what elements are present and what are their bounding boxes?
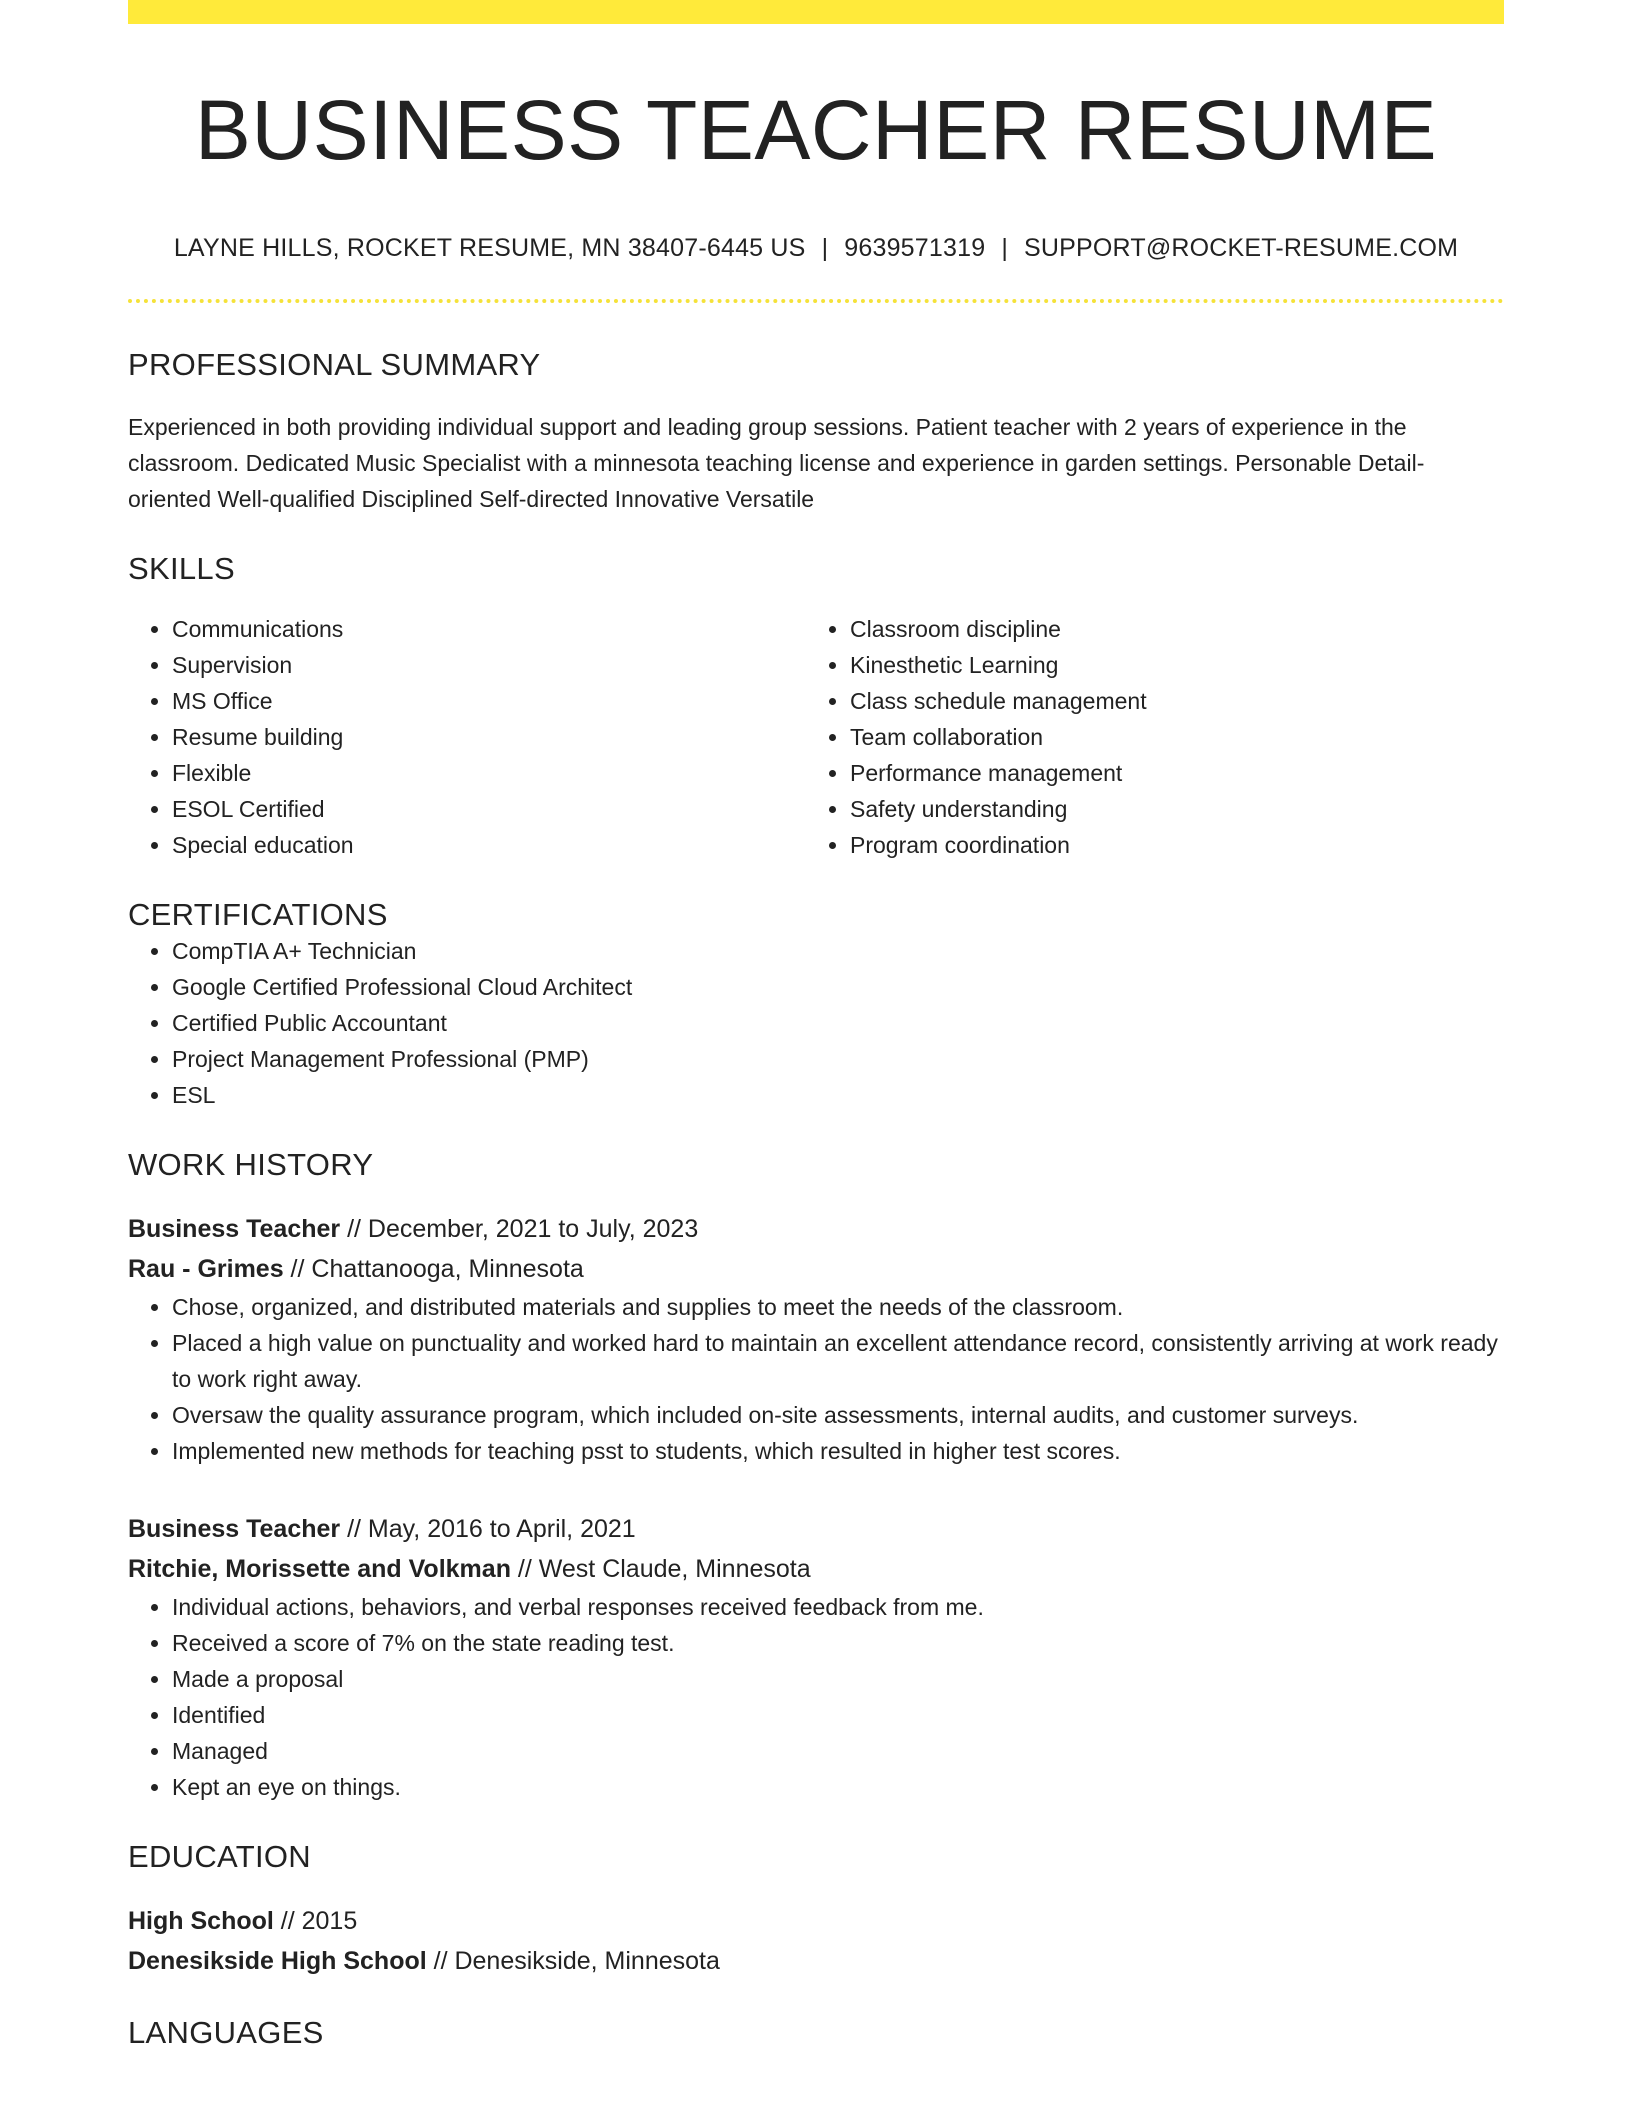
skill-item: • Kinesthetic Learning [850, 647, 1484, 683]
certifications-heading: CERTIFICATIONS [128, 897, 388, 933]
job-employer-line [128, 1549, 1504, 1589]
contact-phone: 9639571319 [844, 234, 986, 263]
skill-item: • Program coordination [850, 827, 1484, 863]
skill-item: • Supervision [172, 647, 806, 683]
skills-column-right [806, 611, 1484, 863]
contact-line [128, 234, 1504, 263]
job-employer-line [128, 1249, 1504, 1289]
job-duty: • Made a proposal [172, 1661, 1504, 1697]
job-duty: • Received a score of 7% on the state reading test. [172, 1625, 1504, 1661]
job-duty: • Identified [172, 1697, 1504, 1733]
certification-item: • CompTIA A+ Technician [172, 933, 1504, 969]
languages-heading: LANGUAGES [128, 2015, 324, 2051]
certification-item: • Project Management Professional (PMP) [172, 1041, 1504, 1077]
job-duty: • Individual actions, behaviors, and verbal responses received feedback from me. [172, 1589, 1504, 1625]
certification-item: • ESL [172, 1077, 1504, 1113]
dotted-divider [128, 299, 1504, 303]
skill-item: • MS Office [172, 683, 806, 719]
resume-page [128, 0, 1504, 2051]
work-history-heading: WORK HISTORY [128, 1147, 374, 1183]
job-employer: Ritchie, Morissette and Volkman [128, 1555, 511, 1584]
skill-item: • Performance management [850, 755, 1484, 791]
skill-item: • Team collaboration [850, 719, 1484, 755]
education-school-line [128, 1941, 1504, 1981]
job-entry [128, 1209, 1504, 1469]
education-degree: High School [128, 1907, 274, 1936]
skill-item: • Flexible [172, 755, 806, 791]
skill-item: • Resume building [172, 719, 806, 755]
job-duty: • Oversaw the quality assurance program, which included on-site assessments, internal audits, and customer surveys. [172, 1397, 1504, 1433]
education-location: // Denesikside, Minnesota [426, 1947, 720, 1976]
skills-heading: SKILLS [128, 551, 235, 587]
certifications-list [128, 933, 1504, 1113]
job-dates: // May, 2016 to April, 2021 [340, 1515, 636, 1544]
resume-title: BUSINESS TEACHER RESUME [194, 83, 1438, 177]
job-entry [128, 1509, 1504, 1805]
job-title-line [128, 1209, 1504, 1249]
job-employer: Rau - Grimes [128, 1255, 284, 1284]
skill-item: • Safety understanding [850, 791, 1484, 827]
contact-address: LAYNE HILLS, ROCKET RESUME, MN 38407-6445 US [173, 234, 806, 263]
contact-separator: | [821, 234, 829, 263]
skills-column-left [128, 611, 806, 863]
job-duty: • Kept an eye on things. [172, 1769, 1504, 1805]
job-location: // West Claude, Minnesota [510, 1555, 811, 1584]
job-duty: • Managed [172, 1733, 1504, 1769]
summary-heading: PROFESSIONAL SUMMARY [128, 347, 541, 383]
job-location: // Chattanooga, Minnesota [283, 1255, 584, 1284]
summary-text: Experienced in both providing individual support and leading group sessions. Patient teacher with 2 years of experience in the classroom. Dedicated Music Specialist with a minnesota teaching license and experience in garden settings. Personable Detail-oriented Well-qualified Disciplined Self-directed Innovative Versatile [128, 414, 1425, 513]
education-heading: EDUCATION [128, 1839, 311, 1875]
skills-list [128, 611, 1504, 863]
job-title: Business Teacher [128, 1215, 341, 1244]
job-duties [128, 1589, 1504, 1805]
education-year: // 2015 [273, 1907, 358, 1936]
skill-item: • Classroom discipline [850, 611, 1484, 647]
job-duties [128, 1289, 1504, 1469]
accent-bar [128, 0, 1504, 24]
certification-item: • Google Certified Professional Cloud Architect [172, 969, 1504, 1005]
job-duty: • Implemented new methods for teaching psst to students, which resulted in higher test scores. [172, 1433, 1504, 1469]
job-duty: • Placed a high value on punctuality and worked hard to maintain an excellent attendance record, consistently arriving at work ready to work right away. [172, 1325, 1504, 1397]
job-title-line [128, 1509, 1504, 1549]
job-title: Business Teacher [128, 1515, 341, 1544]
skill-item: • Communications [172, 611, 806, 647]
certification-item: • Certified Public Accountant [172, 1005, 1504, 1041]
education-school: Denesikside High School [128, 1947, 427, 1976]
skill-item: • ESOL Certified [172, 791, 806, 827]
skill-item: • Class schedule management [850, 683, 1484, 719]
job-duty: • Chose, organized, and distributed materials and supplies to meet the needs of the classroom. [172, 1289, 1504, 1325]
skill-item: • Special education [172, 827, 806, 863]
contact-separator: | [1001, 234, 1009, 263]
contact-email: SUPPORT@ROCKET-RESUME.COM [1024, 234, 1459, 263]
education-degree-line [128, 1901, 1504, 1941]
job-dates: // December, 2021 to July, 2023 [340, 1215, 699, 1244]
